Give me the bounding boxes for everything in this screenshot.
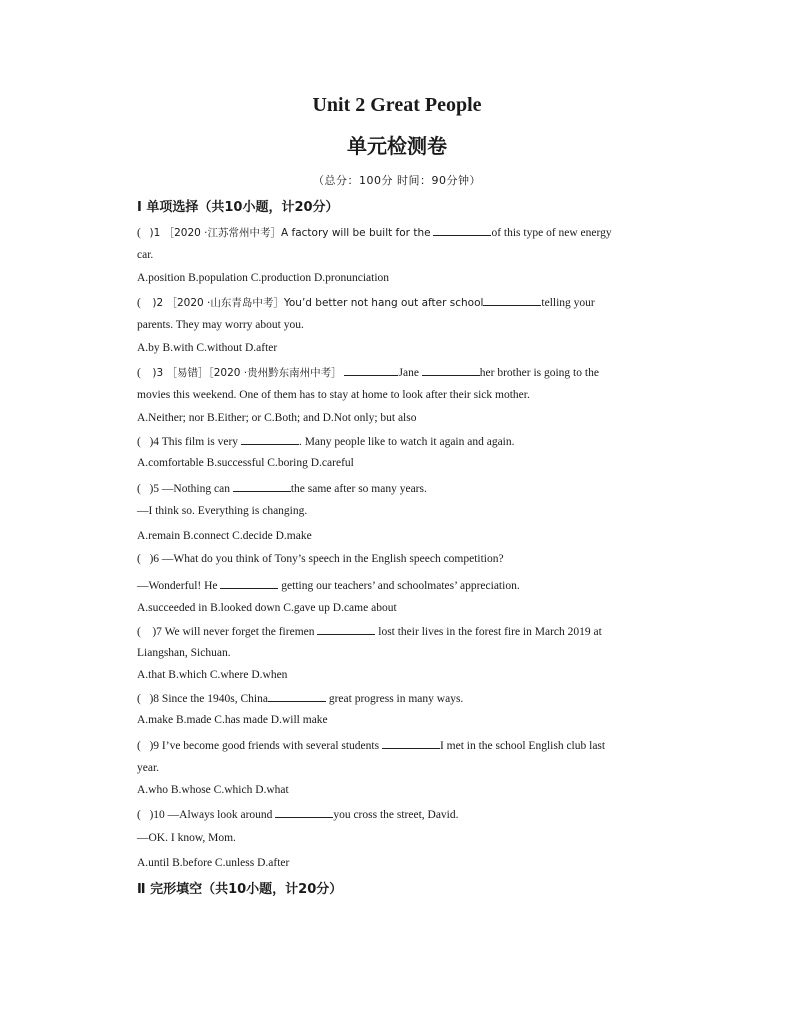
question-10-reply: —OK. I know, Mom.: [137, 832, 236, 844]
question-2-line-2: parents. They may worry about you.: [137, 319, 304, 331]
question-1-line-1: [137, 224, 682, 240]
question-2-options: A.by B.with C.without D.after: [137, 342, 278, 354]
answer-paren: (: [137, 809, 141, 821]
question-3-line-2: movies this weekend. One of them has to stay at home to look after their sick mother.: [137, 389, 530, 401]
question-3-name: Jane: [398, 367, 419, 379]
question-3-stem: )3 ［易错］［2020 ·贵州黔东南州中考］: [152, 367, 342, 379]
question-3-options: A.Neither; nor B.Either; or C.Both; and D.Not only; but also: [137, 412, 417, 424]
question-5-stem-tail: the same after so many years.: [290, 483, 427, 495]
question-7-stem: )7 We will never forget the firemen: [152, 626, 315, 638]
question-10-stem-tail: you cross the street, David.: [333, 809, 459, 821]
question-9-options: A.who B.whose C.which D.what: [137, 784, 289, 796]
question-3-stem-tail: her brother is going to the: [479, 367, 599, 379]
question-8-stem-tail: great progress in many ways.: [328, 693, 464, 705]
page-subtitle: 单元检测卷: [347, 134, 447, 158]
answer-blank: [433, 224, 491, 236]
question-4-stem: )4 This film is very: [149, 436, 239, 448]
answer-paren: (: [137, 297, 141, 309]
question-10-line-1: [137, 806, 682, 822]
answer-blank: [241, 433, 299, 445]
question-8-options: A.make B.made C.has made D.will make: [137, 714, 328, 726]
question-2-stem: )2 ［2020 ·山东青岛中考］You’d better not hang out after school: [152, 297, 484, 309]
question-5-line-1: [137, 480, 682, 496]
question-10-stem: )10 —Always look around: [149, 809, 273, 821]
answer-paren: (: [137, 367, 141, 379]
question-7-stem-tail: lost their lives in the forest fire in March 2019 at: [378, 626, 602, 638]
answer-paren: (: [137, 436, 141, 448]
answer-paren: (: [137, 693, 141, 705]
question-6-options: A.succeeded in B.looked down C.gave up D.came about: [137, 602, 397, 614]
question-9-line-2: year.: [137, 762, 160, 774]
question-4-options: A.comfortable B.successful C.boring D.careful: [137, 457, 354, 469]
answer-blank: [344, 364, 398, 376]
question-2-stem-tail: telling your: [541, 297, 595, 309]
section-heading-cloze: Ⅱ 完形填空（共10小题，计20分）: [137, 882, 343, 897]
question-9-stem: )9 I’ve become good friends with several students: [149, 740, 380, 752]
question-6-stem: )6 —What do you think of Tony’s speech in the English speech competition?: [149, 553, 504, 565]
answer-blank: [268, 690, 326, 702]
answer-blank: [422, 364, 480, 376]
question-6-reply-tail: getting our teachers’ and schoolmates’ appreciation.: [281, 580, 520, 592]
question-5-reply: —I think so. Everything is changing.: [137, 505, 308, 517]
answer-paren: (: [137, 483, 141, 495]
answer-blank: [233, 480, 291, 492]
question-6-reply-start: —Wonderful! He: [137, 580, 218, 592]
question-4-stem-tail: . Many people like to watch it again and again.: [298, 436, 515, 448]
question-1-options: A.position B.population C.production D.pronunciation: [137, 272, 390, 284]
question-4-line-1: [137, 433, 682, 449]
question-1-stem: )1 ［2020 ·江苏常州中考］A factory will be built for the: [149, 227, 431, 239]
question-5-stem: )5 —Nothing can: [149, 483, 230, 495]
answer-paren: (: [137, 227, 141, 239]
question-1-stem-tail: of this type of new energy: [491, 227, 612, 239]
exam-meta: （总分：100分 时间：90分钟）: [313, 174, 481, 187]
answer-blank: [317, 623, 375, 635]
question-1-line-2: car.: [137, 249, 154, 261]
question-10-options: A.until B.before C.unless D.after: [137, 857, 290, 869]
question-8-line-1: [137, 690, 682, 706]
answer-blank: [483, 294, 541, 306]
answer-paren: (: [137, 740, 141, 752]
page-title: Unit 2 Great People: [312, 94, 482, 116]
question-5-options: A.remain B.connect C.decide D.make: [137, 530, 312, 542]
question-6-reply: [137, 577, 682, 593]
section-heading-single-choice: Ⅰ 单项选择（共10小题，计20分）: [137, 200, 339, 215]
question-7-line-2: Liangshan, Sichuan.: [137, 647, 231, 659]
question-7-options: A.that B.which C.where D.when: [137, 669, 288, 681]
question-2-line-1: [137, 294, 682, 310]
question-9-line-1: [137, 737, 682, 753]
question-9-stem-tail: I met in the school English club last: [439, 740, 606, 752]
answer-blank: [382, 737, 440, 749]
answer-blank: [220, 577, 278, 589]
answer-paren: (: [137, 626, 141, 638]
question-7-line-1: [137, 623, 682, 639]
answer-paren: (: [137, 553, 141, 565]
answer-blank: [275, 806, 333, 818]
question-3-line-1: [137, 364, 682, 380]
question-6-line-1: [137, 552, 682, 566]
question-8-stem: )8 Since the 1940s, China: [149, 693, 268, 705]
